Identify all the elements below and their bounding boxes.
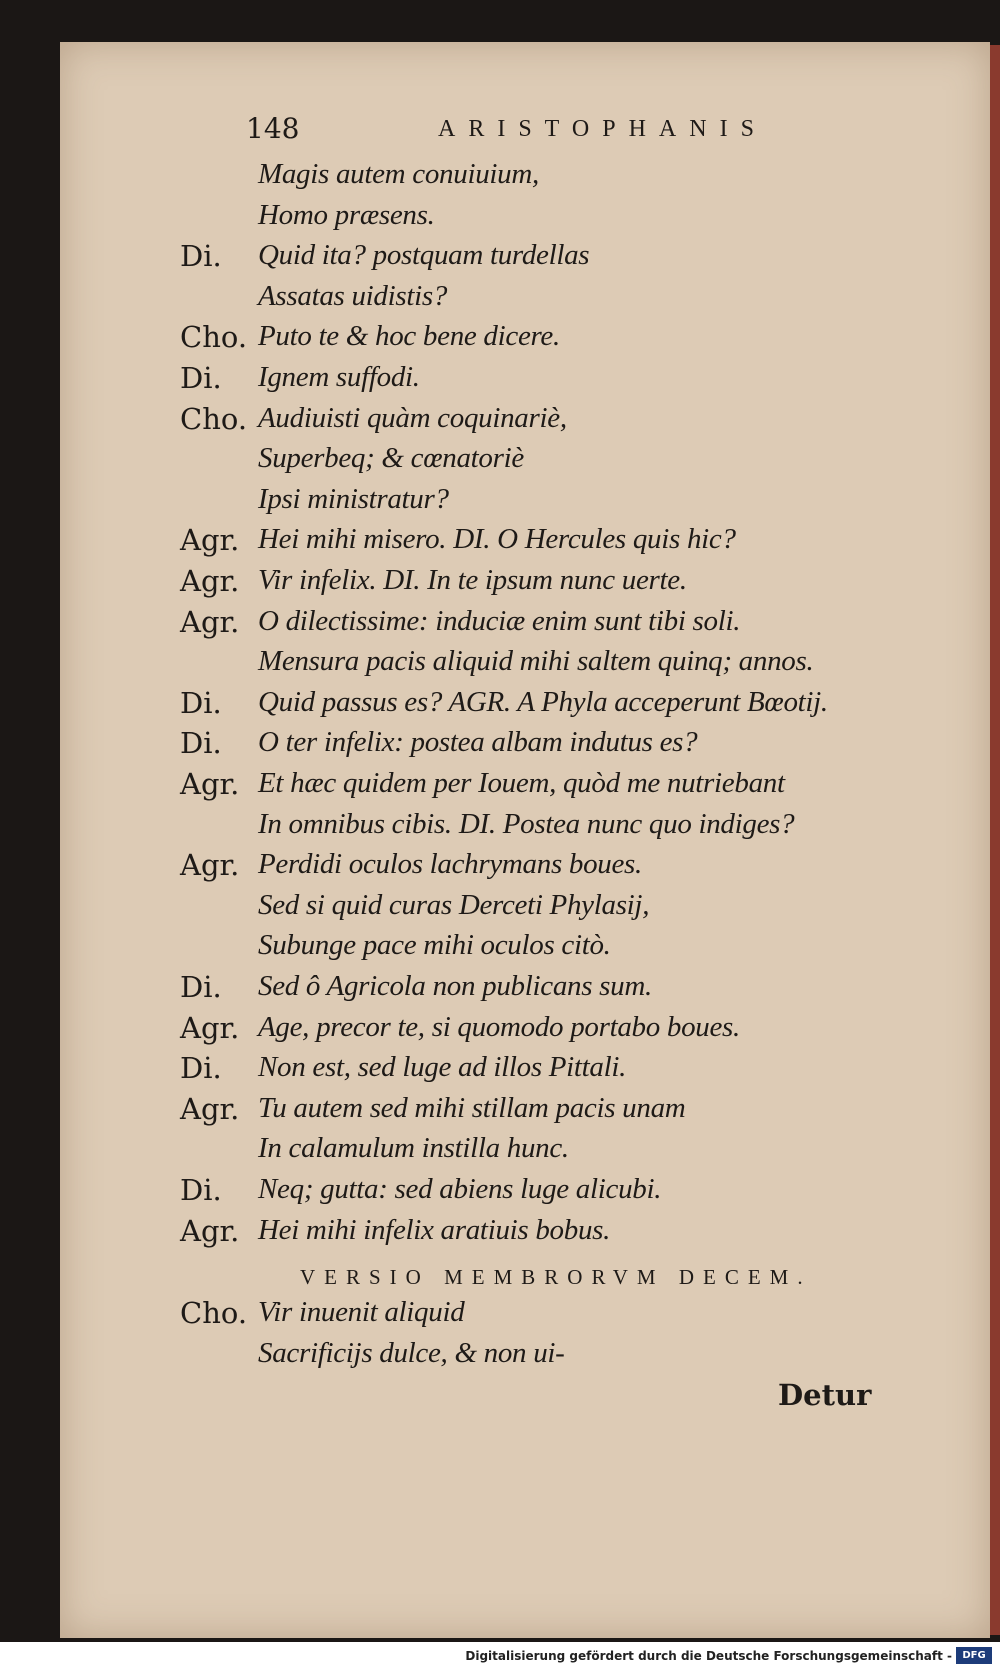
- dialogue-line: [0, 402, 1000, 444]
- speaker-label: Di.: [180, 1173, 222, 1207]
- speaker-label: Agr.: [180, 848, 240, 883]
- dialogue-line: [0, 1092, 1000, 1134]
- speaker-label: Agr.: [180, 1213, 240, 1248]
- speaker-label: Di.: [180, 239, 222, 274]
- line-text: Subunge pace mihi oculos citò.: [258, 929, 611, 962]
- dialogue-line: [0, 929, 1000, 971]
- speaker-label: Di.: [180, 726, 222, 761]
- dialogue-line: [0, 564, 1000, 606]
- dialogue-line: [0, 1296, 1000, 1338]
- dialogue-line: [0, 808, 1000, 850]
- dialogue-line: [0, 1132, 1000, 1174]
- speaker-label: Di.: [180, 970, 222, 1004]
- catchword: Detur: [778, 1378, 872, 1412]
- dialogue-line: [0, 767, 1000, 809]
- dialogue-line: [0, 1173, 1000, 1215]
- dialogue-line: [0, 523, 1000, 565]
- line-text: Hei mihi infelix aratiuis bobus.: [258, 1213, 611, 1246]
- line-text: O ter infelix: postea albam indutus es?: [258, 726, 698, 759]
- section-heading: VERSIO MEMBRORVM DECEM.: [300, 1265, 812, 1289]
- speaker-label: Di.: [180, 685, 222, 720]
- line-text: Sed si quid curas Derceti Phylasij,: [258, 888, 650, 921]
- line-text: In calamulum instilla hunc.: [258, 1132, 569, 1165]
- footer-text: Digitalisierung gefördert durch die Deutsche Forschungsgemeinschaft -: [465, 1649, 952, 1663]
- page-number: 148: [246, 112, 300, 145]
- speaker-label: Cho.: [180, 1296, 248, 1330]
- dialogue-line: [0, 1011, 1000, 1053]
- dialogue-line: [0, 320, 1000, 362]
- dialogue-line: [0, 848, 1000, 890]
- line-text: Homo præsens.: [258, 198, 435, 231]
- dialogue-line: [0, 645, 1000, 687]
- line-text: Mensura pacis aliquid mihi saltem quinq; annos.: [258, 645, 814, 678]
- page-header: [0, 112, 1000, 148]
- dialogue-line: [0, 361, 1000, 403]
- dialogue-line: [0, 726, 1000, 768]
- speaker-label: Agr.: [180, 1010, 240, 1045]
- line-text: Hei mihi misero. DI. O Hercules quis hic?: [258, 523, 736, 556]
- dialogue-line: [0, 1214, 1000, 1256]
- dialogue-line: [0, 199, 1000, 241]
- dialogue-line: [0, 158, 1000, 200]
- line-text: Perdidi oculos lachrymans boues.: [258, 848, 642, 881]
- line-text: Neq; gutta: sed abiens luge alicubi.: [258, 1173, 662, 1205]
- line-text: Quid passus es? AGR. A Phyla acceperunt Bœotij.: [258, 685, 828, 718]
- footer: [0, 1642, 1000, 1671]
- line-text: Age, precor te, si quomodo portabo boues.: [258, 1010, 740, 1043]
- speaker-label: Di.: [180, 1051, 222, 1086]
- dialogue-line: [0, 1337, 1000, 1379]
- speaker-label: Agr.: [180, 523, 240, 558]
- dialogue-line: [0, 239, 1000, 281]
- dialogue-line: [0, 442, 1000, 484]
- line-text: Vir infelix. DI. In te ipsum nunc uerte.: [258, 564, 687, 596]
- speaker-label: Cho.: [180, 320, 248, 355]
- line-text: Assatas uidistis?: [258, 279, 448, 312]
- speaker-label: Cho.: [180, 401, 248, 436]
- line-text: Sed ô Agricola non publicans sum.: [258, 970, 652, 1002]
- line-text: Et hæc quidem per Iouem, quòd me nutriebant: [258, 767, 785, 799]
- dfg-logo: DFG: [956, 1647, 992, 1664]
- dialogue-line: [0, 889, 1000, 931]
- dialogue-line: [0, 970, 1000, 1012]
- line-text: Puto te & hoc bene dicere.: [258, 320, 560, 353]
- line-text: Quid ita? postquam turdellas: [258, 239, 590, 272]
- dialogue-line: [0, 280, 1000, 322]
- line-text: Ignem suffodi.: [258, 361, 420, 393]
- speaker-label: Agr.: [180, 604, 240, 639]
- line-text: In omnibus cibis. DI. Postea nunc quo indiges?: [258, 807, 795, 840]
- line-text: O dilectissime: induciæ enim sunt tibi soli.: [258, 604, 741, 637]
- line-text: Sacrificijs dulce, & non ui-: [258, 1337, 565, 1369]
- dialogue-line: [0, 1051, 1000, 1093]
- line-text: Tu autem sed mihi stillam pacis unam: [258, 1091, 686, 1124]
- running-head: ARISTOPHANIS: [438, 116, 767, 142]
- line-text: Ipsi ministratur?: [258, 482, 449, 515]
- line-text: Non est, sed luge ad illos Pittali.: [258, 1051, 627, 1084]
- line-text: Vir inuenit aliquid: [258, 1296, 465, 1328]
- speaker-label: Agr.: [180, 564, 240, 598]
- line-text: Magis autem conuiuium,: [258, 158, 539, 190]
- line-text: Audiuisti quàm coquinariè,: [258, 401, 567, 434]
- speaker-label: Agr.: [180, 767, 240, 801]
- speaker-label: Di.: [180, 361, 222, 395]
- line-text: Superbeq; & cœnatoriè: [258, 442, 524, 475]
- dialogue-line: [0, 686, 1000, 728]
- dialogue-line: [0, 483, 1000, 525]
- speaker-label: Agr.: [180, 1091, 240, 1126]
- dialogue-line: [0, 605, 1000, 647]
